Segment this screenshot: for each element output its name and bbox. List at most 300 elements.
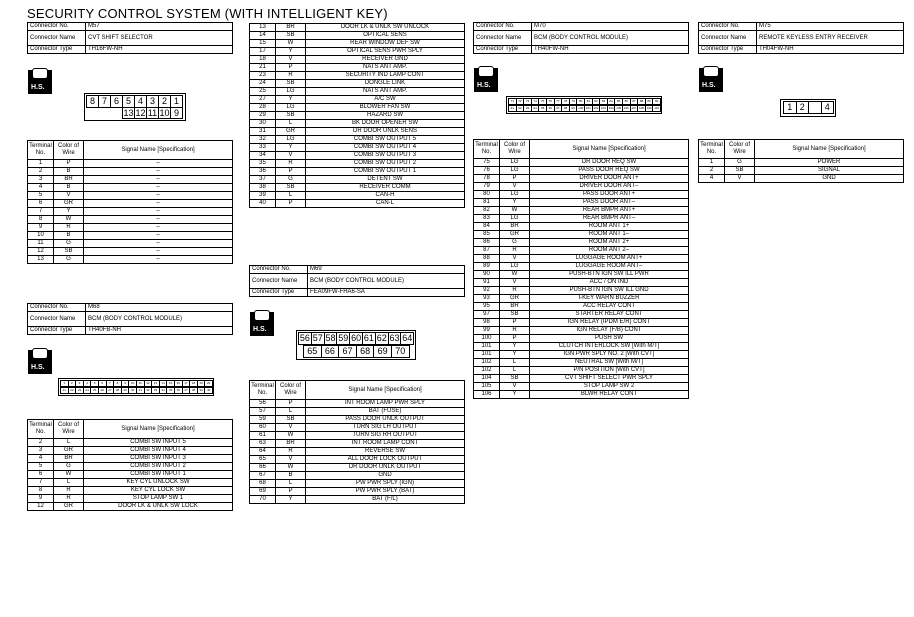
terminal-no: 21	[250, 64, 276, 72]
table-row	[250, 104, 465, 112]
column-header: Color of Wire	[500, 140, 530, 159]
terminal-no: 91	[474, 279, 500, 287]
connector-pin: 34	[159, 387, 168, 394]
terminal-no: 79	[474, 183, 500, 191]
connector-pin: 12	[135, 108, 146, 118]
signal-name: COMBI SW OUTPUT 3	[306, 152, 465, 160]
connector-pin: 85	[614, 98, 623, 105]
signal-name: IGN RELAY (F/B) CONT	[530, 327, 689, 335]
signal-name: PUSH SW	[530, 335, 689, 343]
wire-color: G	[276, 176, 306, 184]
connector-pin: 86	[622, 98, 631, 105]
table-row	[474, 319, 689, 327]
connector-pin: 9	[121, 380, 130, 387]
signal-name: LUGGAGE ROOM ANT–	[530, 263, 689, 271]
connector-pin: 2	[68, 380, 77, 387]
signal-name: –	[84, 248, 233, 256]
table-row	[250, 96, 465, 104]
m69-info-table: Connector No. M69 Connector Name BCM (BODY CONTROL MODULE) Connector Type FEA09FW-FHA6-SA	[249, 265, 465, 297]
terminal-no: 12	[28, 503, 54, 511]
signal-name: POWER	[755, 159, 904, 167]
signal-name: ROOM ANT 1+	[530, 223, 689, 231]
m57-info-table: Connector No. M57 Connector Name CVT SHIFT SELECTOR Connector Type TH16FW-NH	[27, 22, 233, 54]
wire-color: BR	[500, 223, 530, 231]
table-row	[474, 175, 689, 183]
table-row	[474, 255, 689, 263]
connector-pin: 89	[645, 98, 654, 105]
table-row	[474, 191, 689, 199]
wire-color: V	[276, 456, 306, 464]
table-row	[250, 24, 465, 32]
terminal-no: 12	[28, 248, 54, 256]
wire-color: P	[276, 168, 306, 176]
wire-color: P	[500, 335, 530, 343]
terminal-no: 7	[28, 479, 54, 487]
connector-pin: 56	[299, 333, 310, 343]
table-row	[474, 215, 689, 223]
signal-name: NATS ANT AMP.	[306, 64, 465, 72]
terminal-no: 1	[699, 159, 725, 167]
terminal-no: 24	[250, 80, 276, 88]
connector-pin: 100	[578, 106, 584, 110]
terminal-no: 17	[250, 48, 276, 56]
m68-terminal-table-continued	[249, 23, 465, 208]
connector-pin: 30	[128, 387, 137, 394]
signal-name: PUSH-BTN IGN SW ILL GND	[530, 287, 689, 295]
signal-name: REAR BMPR ANT–	[530, 215, 689, 223]
table-row	[250, 88, 465, 96]
terminal-no: 13	[28, 256, 54, 264]
wire-color: R	[54, 495, 84, 503]
connector-pin: 90	[652, 98, 661, 105]
signal-name: –	[84, 240, 233, 248]
connector-pin: 38	[189, 387, 198, 394]
connector-pin: 96	[546, 105, 555, 112]
wire-color: Y	[276, 48, 306, 56]
m69-connector-face	[296, 330, 416, 360]
terminal-no: 82	[474, 207, 500, 215]
table-row	[28, 224, 233, 232]
wire-color: Y	[276, 96, 306, 104]
signal-name: ACC / ON IND	[530, 279, 689, 287]
connector-pin: 27	[106, 387, 115, 394]
wire-color: V	[725, 175, 755, 183]
table-row	[250, 456, 465, 464]
terminal-no: 28	[250, 104, 276, 112]
table-row	[28, 439, 233, 447]
signal-name: PW PWR SPLY (IGN)	[306, 480, 465, 488]
table-row	[474, 359, 689, 367]
signal-name: A/C SW	[306, 96, 465, 104]
table-row	[250, 168, 465, 176]
table-row	[28, 168, 233, 176]
signal-name: REAR WINDOW DEF SW	[306, 40, 465, 48]
connector-pin: 65	[303, 345, 322, 358]
table-row	[28, 248, 233, 256]
signal-name: –	[84, 184, 233, 192]
connector-pin: 110	[654, 106, 660, 110]
signal-name: COMBI SW INPUT 5	[84, 439, 233, 447]
terminal-no: 99	[474, 327, 500, 335]
connector-pin: 69	[373, 345, 392, 358]
connector-pin: 62	[376, 333, 387, 343]
wire-color: GR	[54, 503, 84, 511]
wire-color: L	[54, 479, 84, 487]
wire-color: W	[276, 464, 306, 472]
table-row	[28, 471, 233, 479]
table-row	[250, 176, 465, 184]
connector-pin: 103	[600, 106, 606, 110]
wire-color: Y	[276, 144, 306, 152]
connector-pin: 72	[516, 98, 525, 105]
m68-terminal-table	[27, 419, 233, 511]
terminal-no: 9	[28, 224, 54, 232]
signal-name: PASS DOOR ANT+	[530, 191, 689, 199]
signal-name: PW PWR SPLY (BAT)	[306, 488, 465, 496]
terminal-no: 102	[474, 359, 500, 367]
table-row	[28, 447, 233, 455]
harness-side-icon: H.S.	[28, 70, 52, 94]
table-row	[474, 207, 689, 215]
connector-pin: 14	[159, 380, 168, 387]
connector-pin: 1	[783, 101, 797, 114]
page-title: SECURITY CONTROL SYSTEM (WITH INTELLIGENT KEY)	[27, 6, 388, 21]
connector-pin: 2	[158, 95, 171, 108]
signal-name: COMBI SW OUTPUT 2	[306, 160, 465, 168]
wire-color: P	[276, 488, 306, 496]
terminal-no: 2	[28, 168, 54, 176]
connector-pin: 109	[646, 106, 652, 110]
signal-name: COMBI SW INPUT 1	[84, 471, 233, 479]
wire-color: SB	[276, 32, 306, 40]
connector-pin: 36	[174, 387, 183, 394]
signal-name: BLOWER FAN SW	[306, 104, 465, 112]
terminal-no: 85	[474, 231, 500, 239]
table-row	[28, 216, 233, 224]
wire-color: L	[500, 367, 530, 375]
connector-pin: 23	[75, 387, 84, 394]
signal-name: KEY CYL LOCK SW	[84, 487, 233, 495]
table-row	[28, 455, 233, 463]
connector-pin: 17	[182, 380, 191, 387]
connector-pin: 40	[204, 387, 213, 394]
connector-pin: 9	[170, 107, 183, 119]
signal-name: INT ROOM LAMP CONT	[306, 440, 465, 448]
signal-name: LUGGAGE ROOM ANT+	[530, 255, 689, 263]
wire-color: W	[276, 40, 306, 48]
connector-pin: 4	[821, 101, 835, 114]
signal-name: –	[84, 256, 233, 264]
connector-pin: 11	[136, 380, 145, 387]
connector-pin: 59	[338, 333, 349, 343]
wire-color: LG	[500, 191, 530, 199]
signal-name: –	[84, 176, 233, 184]
wire-color: GR	[54, 200, 84, 208]
wire-color: R	[276, 160, 306, 168]
table-row	[250, 160, 465, 168]
table-row	[474, 343, 689, 351]
table-row	[250, 184, 465, 192]
connector-pin: 32	[144, 387, 153, 394]
wire-color: P	[500, 319, 530, 327]
connector-pin: 64	[402, 333, 413, 343]
harness-side-icon: H.S.	[250, 312, 274, 336]
table-row	[250, 416, 465, 424]
column-header: Signal Name [Specification]	[84, 420, 233, 439]
connector-pin: 8	[113, 380, 122, 387]
wire-color: B	[54, 184, 84, 192]
connector-pin: 101	[585, 106, 591, 110]
table-row	[28, 184, 233, 192]
wire-color: Y	[500, 351, 530, 359]
connector-pin: 12	[144, 380, 153, 387]
signal-name: STOP LAMP SW 2	[530, 383, 689, 391]
signal-name: SECURITY IND LAMP CONT	[306, 72, 465, 80]
terminal-no: 4	[699, 175, 725, 183]
signal-name: ROOM ANT 1–	[530, 231, 689, 239]
connector-pin: 10	[159, 108, 170, 118]
terminal-no: 105	[474, 383, 500, 391]
signal-name: BAT (F/L)	[306, 496, 465, 504]
terminal-no: 38	[250, 184, 276, 192]
signal-name: DRIVER DOOR ANT+	[530, 175, 689, 183]
table-row	[699, 167, 904, 175]
connector-pin: 87	[630, 98, 639, 105]
wire-color: B	[276, 472, 306, 480]
wire-color: L	[54, 439, 84, 447]
connector-pin: 3	[75, 380, 84, 387]
harness-side-icon: H.S.	[474, 68, 498, 92]
connector-pin: 20	[204, 380, 213, 387]
table-row	[474, 311, 689, 319]
table-row	[474, 199, 689, 207]
table-row	[250, 480, 465, 488]
terminal-no: 3	[28, 176, 54, 184]
terminal-no: 86	[474, 239, 500, 247]
wire-color: R	[500, 327, 530, 335]
terminal-no: 98	[474, 319, 500, 327]
connector-pin: 24	[83, 387, 92, 394]
wire-color: L	[276, 192, 306, 200]
terminal-no: 15	[250, 40, 276, 48]
terminal-no: 97	[474, 311, 500, 319]
connector-pin: 16	[174, 380, 183, 387]
wire-color: W	[276, 432, 306, 440]
signal-name: IGN RELAY (IPDM E/R) CONT	[530, 319, 689, 327]
wire-color: BR	[276, 440, 306, 448]
column-header: Signal Name [Specification]	[530, 140, 689, 159]
wire-color: SB	[500, 311, 530, 319]
signal-name: OPTICAL SENS	[306, 32, 465, 40]
terminal-no: 6	[28, 200, 54, 208]
signal-name: COMBI SW INPUT 3	[84, 455, 233, 463]
m69-terminal-table	[249, 380, 465, 504]
signal-name: DR DOOR UNLK OUTPUT	[306, 464, 465, 472]
terminal-no: 64	[250, 448, 276, 456]
terminal-no: 30	[250, 120, 276, 128]
table-row	[250, 48, 465, 56]
terminal-no: 88	[474, 255, 500, 263]
table-row	[474, 351, 689, 359]
wire-color: P	[54, 160, 84, 168]
m68-connector-face	[58, 378, 214, 396]
wire-color: V	[500, 279, 530, 287]
table-row	[250, 400, 465, 408]
wire-color: P	[500, 175, 530, 183]
table-row	[474, 295, 689, 303]
connector-pin: 10	[128, 380, 137, 387]
signal-name: COMBI SW OUTPUT 1	[306, 168, 465, 176]
signal-name: RECEIVER GND	[306, 56, 465, 64]
terminal-no: 10	[28, 232, 54, 240]
column-header: Terminal No.	[474, 140, 500, 159]
wire-color: P	[276, 400, 306, 408]
wire-color: SB	[276, 416, 306, 424]
terminal-no: 2	[699, 167, 725, 175]
terminal-no: 63	[250, 440, 276, 448]
terminal-no: 5	[28, 463, 54, 471]
connector-pin: 107	[631, 106, 637, 110]
connector-pin: 66	[321, 345, 340, 358]
signal-name: TURN SIG LH OUTPUT	[306, 424, 465, 432]
table-row	[250, 192, 465, 200]
wire-color: V	[54, 192, 84, 200]
terminal-no: 40	[250, 200, 276, 208]
table-row	[474, 391, 689, 399]
column-header: Terminal No.	[250, 381, 276, 400]
terminal-no: 93	[474, 295, 500, 303]
signal-name: –	[84, 200, 233, 208]
wire-color: LG	[500, 215, 530, 223]
table-row	[250, 128, 465, 136]
connector-pin: 93	[523, 105, 532, 112]
wire-color: LG	[276, 104, 306, 112]
terminal-no: 100	[474, 335, 500, 343]
signal-name: STOP LAMP SW 1	[84, 495, 233, 503]
connector-pin: 28	[113, 387, 122, 394]
connector-pin: 4	[134, 95, 147, 108]
connector-pin: 1	[60, 380, 69, 387]
table-row	[250, 80, 465, 88]
terminal-no: 65	[250, 456, 276, 464]
terminal-no: 69	[250, 488, 276, 496]
terminal-no: 90	[474, 271, 500, 279]
terminal-no: 102	[474, 367, 500, 375]
connector-pin: 88	[637, 98, 646, 105]
wire-color: BR	[54, 176, 84, 184]
terminal-no: 4	[28, 184, 54, 192]
table-row	[250, 120, 465, 128]
terminal-no: 92	[474, 287, 500, 295]
m57-connector-face	[84, 93, 186, 121]
column-header: Color of Wire	[725, 140, 755, 159]
wire-color: W	[500, 207, 530, 215]
connector-pin: 75	[538, 98, 547, 105]
table-row	[250, 424, 465, 432]
wire-color: L	[276, 120, 306, 128]
terminal-no: 39	[250, 192, 276, 200]
table-row	[28, 240, 233, 248]
signal-name: CAN-L	[306, 200, 465, 208]
terminal-no: 4	[28, 455, 54, 463]
connector-pin: 15	[166, 380, 175, 387]
terminal-no: 5	[28, 192, 54, 200]
m75-connector-face	[780, 99, 836, 117]
wire-color: Y	[500, 199, 530, 207]
signal-name: –	[84, 160, 233, 168]
terminal-no: 95	[474, 303, 500, 311]
signal-name: –	[84, 232, 233, 240]
table-row	[474, 287, 689, 295]
wire-color: P	[276, 200, 306, 208]
wire-color: V	[276, 424, 306, 432]
table-row	[474, 271, 689, 279]
terminal-no: 56	[250, 400, 276, 408]
wire-color: B	[54, 232, 84, 240]
wire-color: W	[54, 216, 84, 224]
connector-pin: 22	[68, 387, 77, 394]
terminal-no: 70	[250, 496, 276, 504]
column-header: Color of Wire	[54, 420, 84, 439]
connector-pin: 21	[60, 387, 69, 394]
connector-pin: 7	[106, 380, 115, 387]
table-row	[28, 160, 233, 168]
wire-color: L	[500, 359, 530, 367]
connector-pin: 99	[569, 105, 578, 112]
terminal-no: 67	[250, 472, 276, 480]
table-row	[474, 183, 689, 191]
signal-name: COMBI SW INPUT 2	[84, 463, 233, 471]
signal-name: ROOM ANT 2+	[530, 239, 689, 247]
wire-color: R	[276, 72, 306, 80]
table-row	[250, 408, 465, 416]
column-header: Signal Name [Specification]	[306, 381, 465, 400]
signal-name: OPTICAL SENS PWR SPLY	[306, 48, 465, 56]
wire-color: LG	[500, 263, 530, 271]
connector-pin: 4	[83, 380, 92, 387]
signal-name: IGN PWR SPLY NO. 2 [With CVT]	[530, 351, 689, 359]
table-row	[474, 303, 689, 311]
terminal-no: 60	[250, 424, 276, 432]
table-row	[28, 176, 233, 184]
terminal-no: 35	[250, 160, 276, 168]
table-row	[28, 208, 233, 216]
terminal-no: 34	[250, 152, 276, 160]
table-row	[250, 440, 465, 448]
connector-pin: 61	[363, 333, 374, 343]
signal-name: DR DOOR UNLK SENS	[306, 128, 465, 136]
terminal-no: 80	[474, 191, 500, 199]
wire-color: V	[500, 383, 530, 391]
connector-pin: 76	[546, 98, 555, 105]
column-header: Color of Wire	[54, 141, 84, 160]
table-row	[250, 152, 465, 160]
connector-pin: 77	[554, 98, 563, 105]
connector-pin: 39	[197, 387, 206, 394]
column-header: Terminal No.	[699, 140, 725, 159]
signal-name: –	[84, 192, 233, 200]
terminal-no: 78	[474, 175, 500, 183]
table-row	[250, 64, 465, 72]
wire-color: P	[276, 64, 306, 72]
connector-pin: 102	[593, 106, 599, 110]
wire-color: R	[276, 448, 306, 456]
table-row	[474, 239, 689, 247]
signal-name: CAN-H	[306, 192, 465, 200]
terminal-no: 75	[474, 159, 500, 167]
signal-name: GND	[755, 175, 904, 183]
terminal-no: 76	[474, 167, 500, 175]
